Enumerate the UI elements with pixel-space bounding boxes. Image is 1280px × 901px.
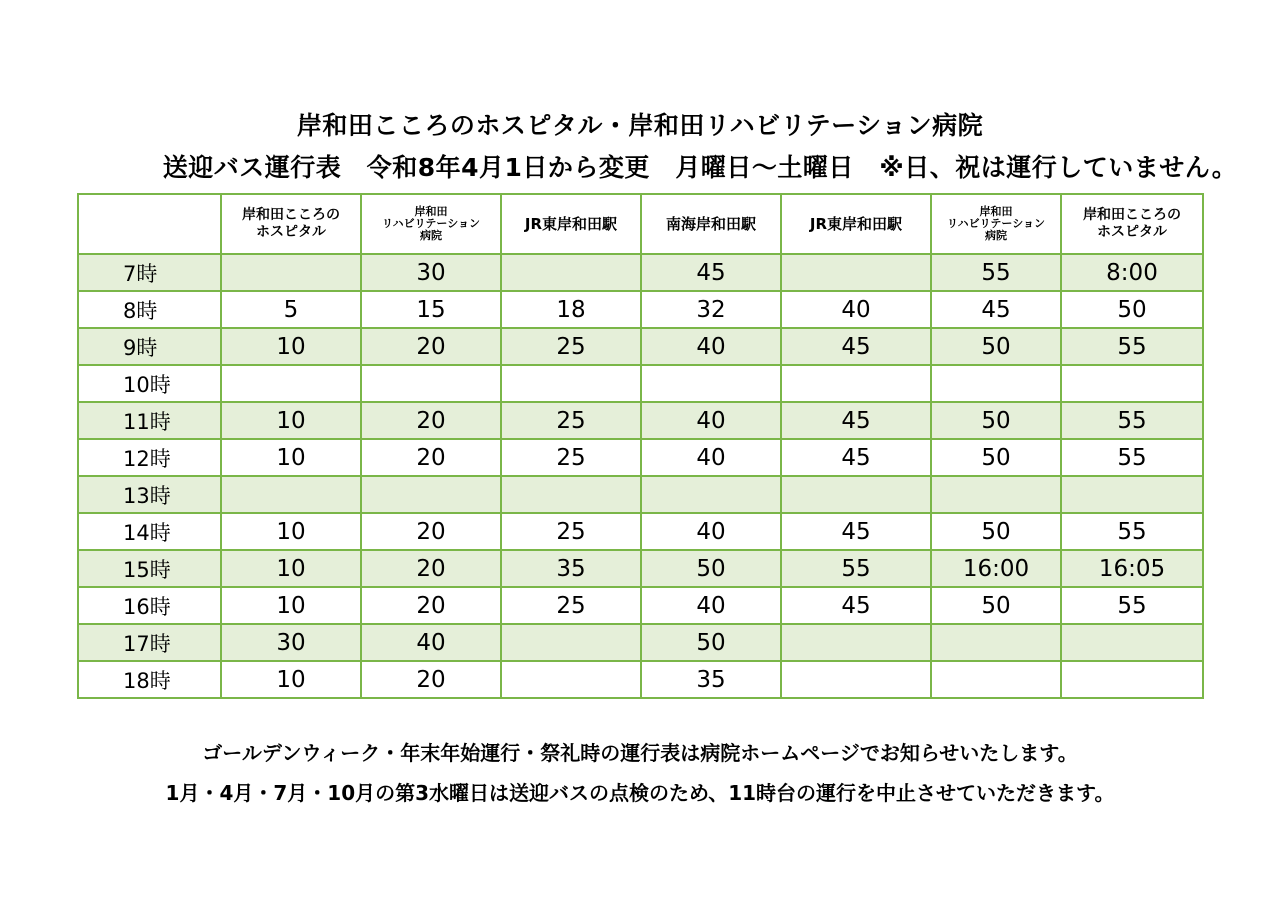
departure-minute-cell <box>1061 476 1203 513</box>
departure-minute-cell: 50 <box>931 439 1061 476</box>
departure-minute-cell: 10 <box>221 587 361 624</box>
departure-minute-cell: 45 <box>641 254 781 291</box>
departure-minute-cell: 30 <box>221 624 361 661</box>
hour-cell: 15時 <box>78 550 221 587</box>
table-row <box>78 291 1203 328</box>
departure-minute-cell <box>501 365 641 402</box>
header-label: リハビリテーション <box>946 217 1045 230</box>
departure-minute-cell: 40 <box>781 291 931 328</box>
departure-minute-cell: 5 <box>221 291 361 328</box>
departure-minute-cell: 40 <box>641 439 781 476</box>
hour-cell: 11時 <box>78 402 221 439</box>
departure-minute-cell <box>781 624 931 661</box>
departure-minute-cell <box>781 365 931 402</box>
departure-minute-cell <box>361 365 501 402</box>
departure-minute-cell: 20 <box>361 587 501 624</box>
departure-minute-cell <box>1061 365 1203 402</box>
departure-minute-cell: 55 <box>1061 439 1203 476</box>
table-row <box>78 587 1203 624</box>
hour-cell: 12時 <box>78 439 221 476</box>
departure-minute-cell: 35 <box>501 550 641 587</box>
header-label: 病院 <box>420 229 442 242</box>
timetable-body <box>78 254 1203 698</box>
departure-minute-cell: 50 <box>641 624 781 661</box>
departure-minute-cell: 45 <box>781 402 931 439</box>
departure-minute-cell <box>931 365 1061 402</box>
header-stop <box>221 194 361 254</box>
departure-minute-cell: 20 <box>361 328 501 365</box>
departure-minute-cell: 40 <box>641 587 781 624</box>
departure-minute-cell: 45 <box>781 513 931 550</box>
departure-minute-cell: 50 <box>931 328 1061 365</box>
hour-cell: 8時 <box>78 291 221 328</box>
header-label: JR東岸和田駅 <box>809 214 903 233</box>
header-label: 岸和田 <box>414 205 448 218</box>
departure-minute-cell: 55 <box>1061 402 1203 439</box>
departure-minute-cell <box>501 476 641 513</box>
departure-minute-cell <box>221 476 361 513</box>
departure-minute-cell <box>931 476 1061 513</box>
table-row <box>78 328 1203 365</box>
departure-minute-cell: 10 <box>221 661 361 698</box>
departure-minute-cell: 40 <box>641 328 781 365</box>
header-label: 岸和田こころの <box>1083 207 1181 223</box>
header-label: 南海岸和田駅 <box>665 214 756 233</box>
departure-minute-cell: 25 <box>501 513 641 550</box>
header-stop <box>501 194 641 254</box>
header-label: ホスピタル <box>1097 224 1167 240</box>
departure-minute-cell: 10 <box>221 550 361 587</box>
hour-cell: 13時 <box>78 476 221 513</box>
departure-minute-cell: 20 <box>361 661 501 698</box>
departure-minute-cell: 10 <box>221 402 361 439</box>
header-label: ホスピタル <box>256 224 326 240</box>
departure-minute-cell: 45 <box>781 439 931 476</box>
table-row <box>78 365 1203 402</box>
departure-minute-cell <box>641 476 781 513</box>
departure-minute-cell <box>501 661 641 698</box>
page-title: 岸和田こころのホスピタル・岸和田リハビリテーション病院 <box>296 111 984 140</box>
header-stop <box>1061 194 1203 254</box>
header-label: 岸和田 <box>979 205 1013 218</box>
departure-minute-cell <box>1061 661 1203 698</box>
header-corner <box>78 194 221 254</box>
hour-cell: 7時 <box>78 254 221 291</box>
departure-minute-cell <box>361 476 501 513</box>
header-label: リハビリテーション <box>381 217 480 230</box>
departure-minute-cell: 10 <box>221 439 361 476</box>
hour-cell: 14時 <box>78 513 221 550</box>
header-stop <box>931 194 1061 254</box>
departure-minute-cell <box>641 365 781 402</box>
departure-minute-cell: 45 <box>781 328 931 365</box>
hour-cell: 18時 <box>78 661 221 698</box>
header-stop <box>361 194 501 254</box>
departure-minute-cell: 16:05 <box>1061 550 1203 587</box>
departure-minute-cell: 18 <box>501 291 641 328</box>
page-subtitle: 送迎バス運行表 令和8年4月1日から変更 月曜日～土曜日 ※日、祝は運行していません。 <box>162 153 1238 182</box>
departure-minute-cell: 50 <box>931 402 1061 439</box>
departure-minute-cell: 20 <box>361 402 501 439</box>
departure-minute-cell <box>221 254 361 291</box>
departure-minute-cell: 55 <box>781 550 931 587</box>
departure-minute-cell: 50 <box>931 513 1061 550</box>
notice-holidays: ゴールデンウィーク・年末年始運行・祭礼時の運行表は病院ホームページでお知らせいたします。 <box>202 741 1078 765</box>
header-row <box>78 194 1203 254</box>
departure-minute-cell: 55 <box>1061 328 1203 365</box>
departure-minute-cell <box>781 661 931 698</box>
header-stop <box>641 194 781 254</box>
departure-minute-cell: 55 <box>931 254 1061 291</box>
table-row <box>78 513 1203 550</box>
departure-minute-cell: 20 <box>361 439 501 476</box>
departure-minute-cell: 8:00 <box>1061 254 1203 291</box>
departure-minute-cell <box>781 254 931 291</box>
departure-minute-cell: 35 <box>641 661 781 698</box>
departure-minute-cell: 55 <box>1061 513 1203 550</box>
departure-minute-cell <box>931 624 1061 661</box>
departure-minute-cell <box>931 661 1061 698</box>
departure-minute-cell: 15 <box>361 291 501 328</box>
departure-minute-cell <box>501 624 641 661</box>
departure-minute-cell: 25 <box>501 402 641 439</box>
departure-minute-cell: 50 <box>931 587 1061 624</box>
departure-minute-cell: 40 <box>641 402 781 439</box>
departure-minute-cell: 25 <box>501 439 641 476</box>
header-label: 岸和田こころの <box>242 207 340 223</box>
departure-minute-cell: 55 <box>1061 587 1203 624</box>
header-stop <box>781 194 931 254</box>
table-row <box>78 476 1203 513</box>
departure-minute-cell: 10 <box>221 513 361 550</box>
departure-minute-cell: 20 <box>361 550 501 587</box>
hour-cell: 16時 <box>78 587 221 624</box>
header-label: JR東岸和田駅 <box>524 214 618 233</box>
departure-minute-cell: 10 <box>221 328 361 365</box>
departure-minute-cell: 25 <box>501 328 641 365</box>
departure-minute-cell: 50 <box>1061 291 1203 328</box>
header-label: 病院 <box>985 229 1007 242</box>
table-row <box>78 661 1203 698</box>
departure-minute-cell: 30 <box>361 254 501 291</box>
departure-minute-cell <box>501 254 641 291</box>
departure-minute-cell <box>781 476 931 513</box>
hour-cell: 17時 <box>78 624 221 661</box>
departure-minute-cell: 40 <box>361 624 501 661</box>
table-row <box>78 550 1203 587</box>
bus-timetable <box>77 193 1204 699</box>
table-row <box>78 254 1203 291</box>
departure-minute-cell: 25 <box>501 587 641 624</box>
table-row <box>78 624 1203 661</box>
departure-minute-cell: 50 <box>641 550 781 587</box>
departure-minute-cell: 45 <box>931 291 1061 328</box>
hour-cell: 10時 <box>78 365 221 402</box>
departure-minute-cell: 32 <box>641 291 781 328</box>
table-row <box>78 439 1203 476</box>
notice-inspection: 1月・4月・7月・10月の第3水曜日は送迎バスの点検のため、11時台の運行を中止させていただきます。 <box>165 781 1115 805</box>
table-row <box>78 402 1203 439</box>
departure-minute-cell: 20 <box>361 513 501 550</box>
departure-minute-cell: 40 <box>641 513 781 550</box>
departure-minute-cell: 16:00 <box>931 550 1061 587</box>
hour-cell: 9時 <box>78 328 221 365</box>
departure-minute-cell: 45 <box>781 587 931 624</box>
departure-minute-cell <box>221 365 361 402</box>
departure-minute-cell <box>1061 624 1203 661</box>
